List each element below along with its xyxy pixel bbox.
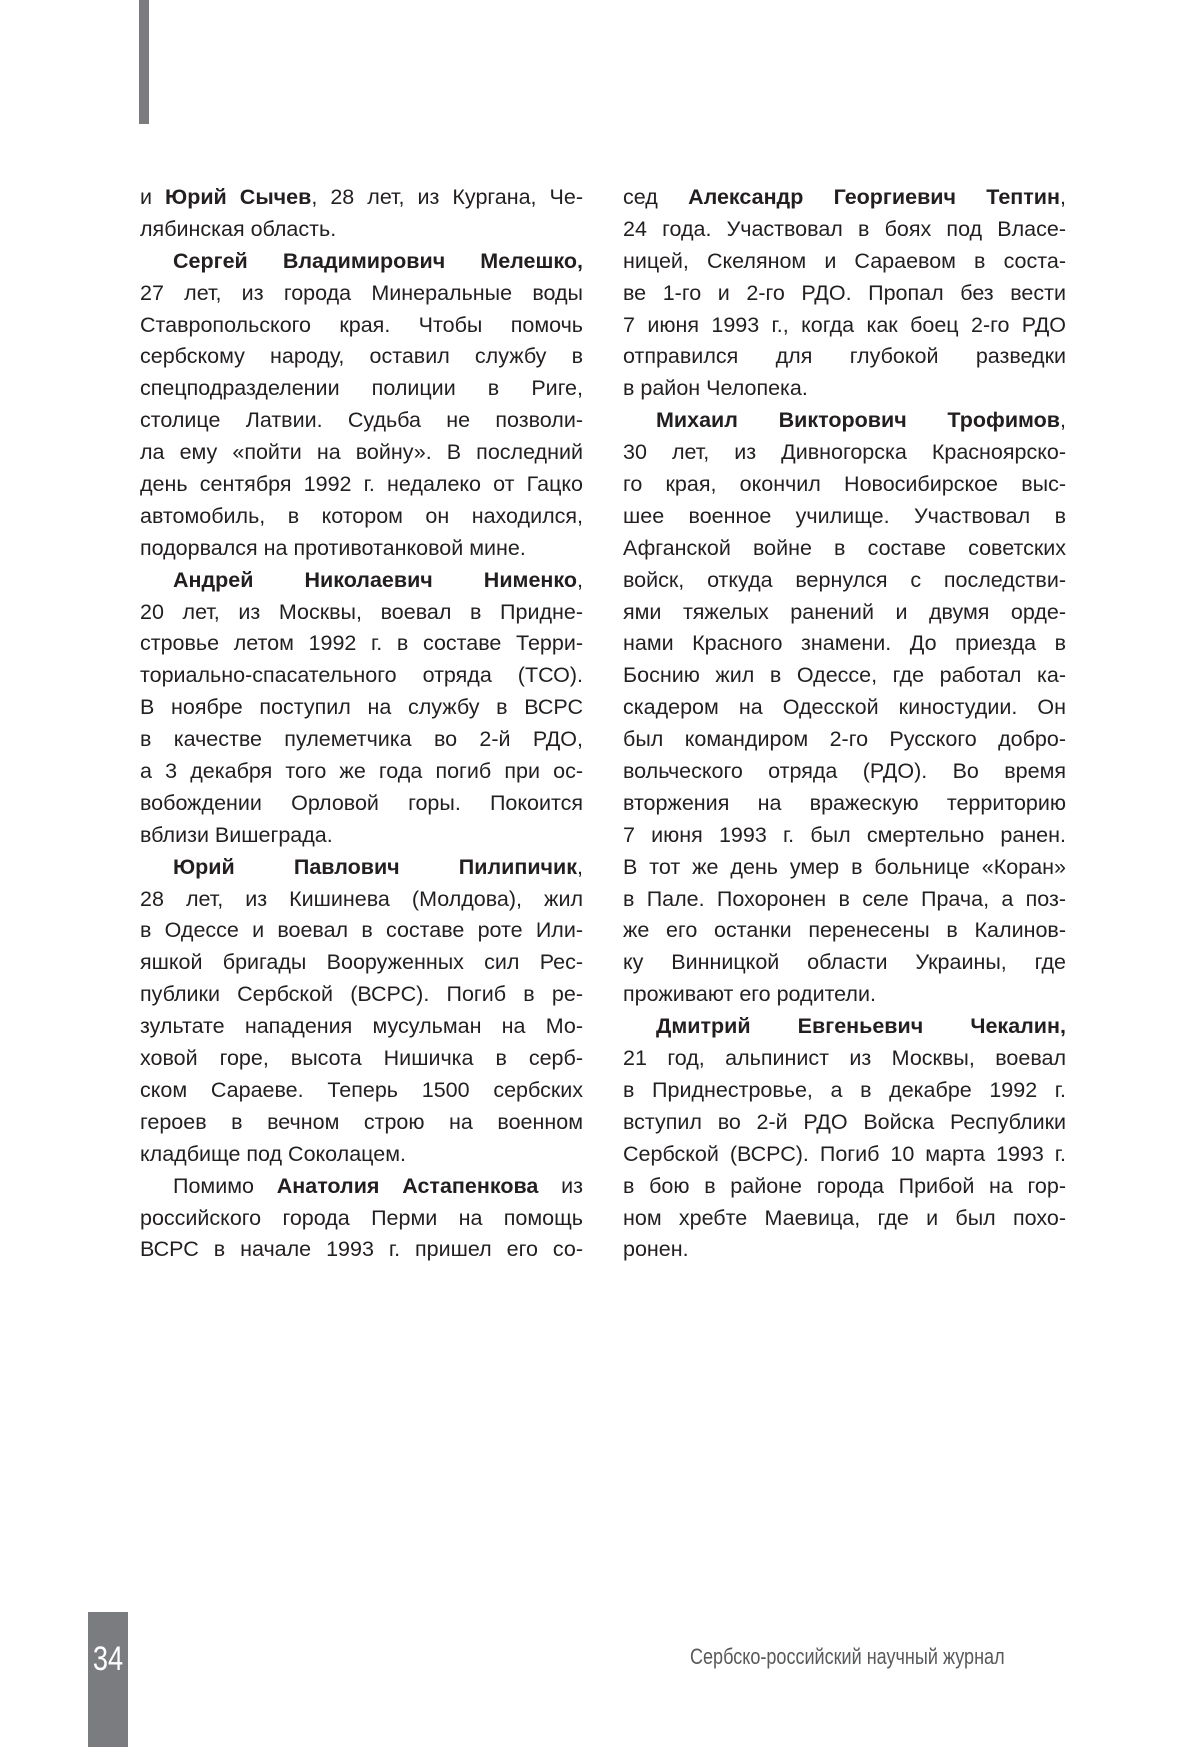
text-segment: героев в вечном строю на военном xyxy=(140,1110,583,1134)
text-segment: из xyxy=(538,1174,583,1198)
text-line xyxy=(623,1203,1066,1235)
text-segment: , 28 лет, из Кургана, Че- xyxy=(311,185,583,209)
text-segment: ториально-спасательного отряда (ТСО). xyxy=(140,663,583,687)
decorative-top-bar xyxy=(139,0,149,124)
person-name: Дмитрий Евгеньевич Чекалин, xyxy=(656,1014,1066,1038)
text-line xyxy=(140,469,583,501)
text-segment: 30 лет, из Дивногорска Красноярско- xyxy=(623,440,1066,464)
text-line xyxy=(623,533,1066,565)
text-line xyxy=(140,278,583,310)
text-line xyxy=(623,1234,1066,1266)
text-line xyxy=(140,182,583,214)
text-segment: отправился для глубокой разведки xyxy=(623,344,1066,368)
text-segment: проживают его родители. xyxy=(623,982,876,1006)
text-line xyxy=(623,246,1066,278)
text-line xyxy=(623,788,1066,820)
text-segment: ве 1-го и 2-го РДО. Пропал без вести xyxy=(623,281,1066,305)
text-segment: Ставропольского края. Чтобы помочь xyxy=(140,313,583,337)
text-line xyxy=(623,341,1066,373)
text-line xyxy=(623,437,1066,469)
text-line xyxy=(140,533,583,565)
text-line xyxy=(140,979,583,1011)
text-segment: вблизи Вишеграда. xyxy=(140,823,333,847)
text-line xyxy=(140,756,583,788)
text-line xyxy=(140,724,583,756)
text-line xyxy=(140,246,583,278)
text-segment: а 3 декабря того же года погиб при ос- xyxy=(140,759,583,783)
text-segment: Сербской (ВСРС). Погиб 10 марта 1993 г. xyxy=(623,1142,1066,1166)
text-segment: стровье летом 1992 г. в составе Терри- xyxy=(140,631,583,655)
text-line xyxy=(623,884,1066,916)
text-segment: 27 лет, из города Минеральные воды xyxy=(140,281,583,305)
text-line xyxy=(623,660,1066,692)
text-segment: российского города Перми на помощь xyxy=(140,1206,583,1230)
text-segment: автомобиль, в котором он находился, xyxy=(140,504,583,528)
text-segment: Помимо xyxy=(173,1174,277,1198)
text-segment: спецподразделении полиции в Риге, xyxy=(140,376,583,400)
text-segment: 24 года. Участвовал в боях под Власе- xyxy=(623,217,1066,241)
text-segment: войск, откуда вернулся с последстви- xyxy=(623,568,1066,592)
text-line xyxy=(140,820,583,852)
text-line xyxy=(623,947,1066,979)
text-line xyxy=(623,1075,1066,1107)
text-segment: 7 июня 1993 г., когда как боец 2-го РДО xyxy=(623,313,1066,337)
text-line xyxy=(140,1107,583,1139)
text-segment: в район Челопека. xyxy=(623,376,808,400)
text-segment: ла ему «пойти на войну». В последний xyxy=(140,440,583,464)
page-number-box xyxy=(88,1612,128,1747)
text-segment: 20 лет, из Москвы, воевал в Придне- xyxy=(140,600,583,624)
text-line xyxy=(623,1011,1066,1043)
text-segment: В ноябре поступил на службу в ВСРС xyxy=(140,695,583,719)
text-line xyxy=(623,214,1066,246)
text-line xyxy=(623,469,1066,501)
text-segment: столице Латвии. Судьба не позволи- xyxy=(140,408,583,432)
text-line xyxy=(140,1234,583,1266)
text-segment: , xyxy=(1060,185,1066,209)
text-line xyxy=(623,692,1066,724)
text-segment: ку Винницкой области Украины, где xyxy=(623,950,1066,974)
text-line xyxy=(623,373,1066,405)
text-segment: яшкой бригады Вооруженных сил Рес- xyxy=(140,950,583,974)
text-segment: ВСРС в начале 1993 г. пришел его со- xyxy=(140,1237,583,1261)
text-line xyxy=(623,310,1066,342)
text-line xyxy=(140,501,583,533)
text-line xyxy=(623,278,1066,310)
text-segment: зультате нападения мусульман на Мо- xyxy=(140,1014,583,1038)
text-segment: вобождении Орловой горы. Покоится xyxy=(140,791,583,815)
text-segment: В тот же день умер в больнице «Коран» xyxy=(623,855,1066,879)
text-segment: в бою в районе города Прибой на гор- xyxy=(623,1174,1066,1198)
text-segment: нами Красного знамени. До приезда в xyxy=(623,631,1066,655)
text-segment: , xyxy=(577,568,583,592)
text-line xyxy=(140,214,583,246)
text-segment: публики Сербской (ВСРС). Погиб в ре- xyxy=(140,982,583,1006)
text-line xyxy=(623,756,1066,788)
text-segment: сербскому народу, оставил службу в xyxy=(140,344,583,368)
text-segment: 28 лет, из Кишинева (Молдова), жил xyxy=(140,887,583,911)
text-line xyxy=(140,1139,583,1171)
journal-page xyxy=(0,0,1200,1747)
text-line xyxy=(140,310,583,342)
text-line xyxy=(140,437,583,469)
text-line xyxy=(140,1171,583,1203)
text-segment: , xyxy=(1060,408,1066,432)
text-line xyxy=(623,1043,1066,1075)
text-segment: и xyxy=(140,185,165,209)
text-line xyxy=(623,1171,1066,1203)
text-segment: в качестве пулеметчика во 2-й РДО, xyxy=(140,727,583,751)
text-segment: Афганской войне в составе советских xyxy=(623,536,1066,560)
text-segment: скадером на Одесской киностудии. Он xyxy=(623,695,1066,719)
text-line xyxy=(140,884,583,916)
person-name: Андрей Николаевич Нименко xyxy=(173,568,577,592)
text-segment: день сентября 1992 г. недалеко от Гацко xyxy=(140,472,583,496)
text-segment: , xyxy=(577,855,583,879)
person-name: Сергей Владимирович Мелешко, xyxy=(173,249,583,273)
text-line xyxy=(140,341,583,373)
text-segment: го края, окончил Новосибирское выс- xyxy=(623,472,1066,496)
text-line xyxy=(140,660,583,692)
text-line xyxy=(623,1107,1066,1139)
text-line xyxy=(140,1075,583,1107)
text-segment: ном хребте Маевица, где и был похо- xyxy=(623,1206,1066,1230)
text-segment: вторжения на вражескую территорию xyxy=(623,791,1066,815)
text-line xyxy=(623,501,1066,533)
person-name: Александр Георгиевич Тептин xyxy=(688,185,1060,209)
text-line xyxy=(140,373,583,405)
page-number: 34 xyxy=(92,1640,124,1679)
text-line xyxy=(140,1203,583,1235)
text-line xyxy=(623,915,1066,947)
text-line xyxy=(140,597,583,629)
text-line xyxy=(140,947,583,979)
text-segment: в Приднестровье, а в декабре 1992 г. xyxy=(623,1078,1066,1102)
text-segment: ховой горе, высота Нишичка в серб- xyxy=(140,1046,583,1070)
person-name: Юрий Павлович Пилипичик xyxy=(173,855,577,879)
text-segment: ском Сараеве. Теперь 1500 сербских xyxy=(140,1078,583,1102)
text-segment: Боснию жил в Одессе, где работал ка- xyxy=(623,663,1066,687)
text-segment: же его останки перенесены в Калинов- xyxy=(623,918,1066,942)
text-line xyxy=(140,1043,583,1075)
journal-title: Сербско-российский научный журнал xyxy=(690,1644,1005,1670)
text-line xyxy=(140,628,583,660)
text-column-right xyxy=(623,182,1066,1266)
text-segment: вступил во 2-й РДО Войска Республики xyxy=(623,1110,1066,1134)
text-line xyxy=(623,597,1066,629)
text-line xyxy=(140,788,583,820)
text-line xyxy=(623,182,1066,214)
text-line xyxy=(140,405,583,437)
text-line xyxy=(623,1139,1066,1171)
text-column-left xyxy=(140,182,583,1266)
text-line xyxy=(140,1011,583,1043)
text-segment: вольческого отряда (РДО). Во время xyxy=(623,759,1066,783)
text-segment: ронен. xyxy=(623,1237,689,1261)
person-name: Анатолия Астапенкова xyxy=(277,1174,539,1198)
text-segment: ями тяжелых ранений и двумя орде- xyxy=(623,600,1066,624)
text-line xyxy=(623,852,1066,884)
text-line xyxy=(623,979,1066,1011)
text-segment: кладбище под Соколацем. xyxy=(140,1142,406,1166)
person-name: Михаил Викторович Трофимов xyxy=(656,408,1060,432)
text-line xyxy=(140,565,583,597)
text-line xyxy=(623,628,1066,660)
text-segment: в Пале. Похоронен в селе Прача, а поз- xyxy=(623,887,1066,911)
text-line xyxy=(140,852,583,884)
text-line xyxy=(623,820,1066,852)
text-segment: 21 год, альпинист из Москвы, воевал xyxy=(623,1046,1066,1070)
text-line xyxy=(623,565,1066,597)
text-segment: в Одессе и воевал в составе роте Или- xyxy=(140,918,583,942)
text-segment: 7 июня 1993 г. был смертельно ранен. xyxy=(623,823,1066,847)
text-segment: шее военное училище. Участвовал в xyxy=(623,504,1066,528)
text-line xyxy=(140,692,583,724)
text-segment: ницей, Скеляном и Сараевом в соста- xyxy=(623,249,1066,273)
text-line xyxy=(623,724,1066,756)
text-segment: сед xyxy=(623,185,688,209)
person-name: Юрий Сычев xyxy=(165,185,311,209)
text-line xyxy=(623,405,1066,437)
text-segment: лябинская область. xyxy=(140,217,336,241)
text-line xyxy=(140,915,583,947)
text-segment: был командиром 2-го Русского добро- xyxy=(623,727,1066,751)
text-segment: подорвался на противотанковой мине. xyxy=(140,536,526,560)
